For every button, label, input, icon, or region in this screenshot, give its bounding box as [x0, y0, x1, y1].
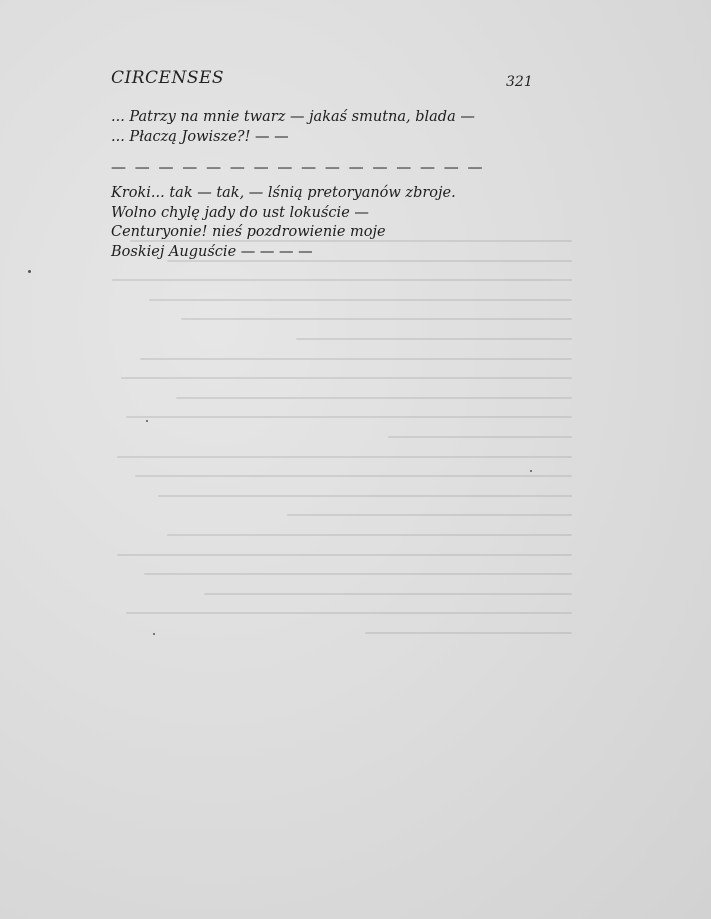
- verse-line: Kroki... tak — tak, — lśnią pretoryanów zbroje.: [111, 185, 456, 201]
- stanza-2: [111, 184, 456, 262]
- paper-speck: [153, 633, 155, 635]
- paper-speck: [28, 270, 31, 273]
- verse-line: ... Patrzy na mnie twarz — jakaś smutna, blada —: [111, 109, 475, 125]
- dash-divider: — — — — — — — — — — — — — — — —: [111, 158, 485, 176]
- verse-line: Wolno chylę jady do ust lokuście —: [111, 204, 369, 221]
- bleed-through-text: [112, 240, 572, 720]
- verse-line: Centuryonie! nieś pozdrowienie moje: [111, 224, 386, 240]
- stanza-1: [111, 108, 475, 147]
- page-number: 321: [506, 74, 533, 90]
- paper-speck: [146, 420, 148, 422]
- running-header-title: CIRCENSES: [111, 68, 225, 88]
- verse-line: Boskiej Auguście — — — —: [111, 243, 313, 260]
- verse-line: ... Płaczą Jowisze?! — —: [111, 128, 289, 145]
- paper-speck: [530, 470, 532, 472]
